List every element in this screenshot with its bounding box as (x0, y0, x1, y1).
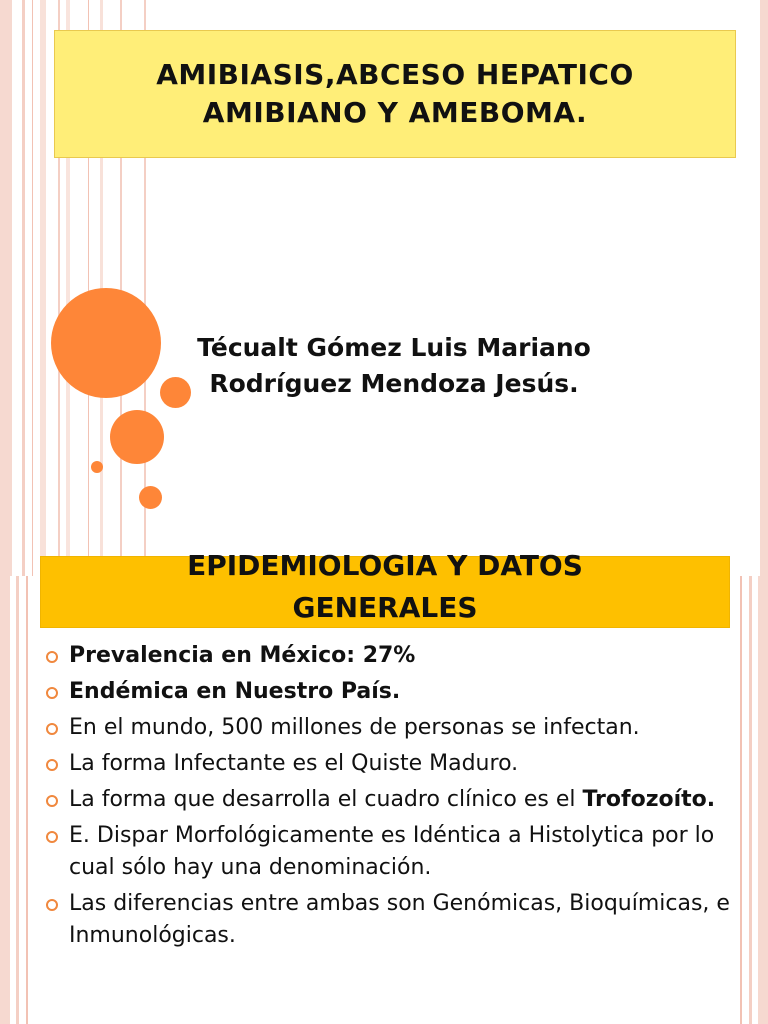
decorative-circle-large (51, 288, 161, 398)
list-item (46, 712, 736, 744)
bullet-text: Endémica en Nuestro País. (69, 679, 401, 704)
list-item (46, 820, 736, 884)
bullet-text: La forma Infectante es el Quiste Maduro. (69, 751, 519, 776)
authors-block (160, 330, 628, 402)
author-1: Técualt Gómez Luis Mariano (197, 333, 591, 362)
bullet-circle-icon (46, 759, 58, 771)
list-item (46, 784, 736, 816)
decorative-stripes-right (734, 576, 768, 1024)
bullet-circle-icon (46, 723, 58, 735)
author-2: Rodríguez Mendoza Jesús. (209, 369, 579, 398)
list-item (46, 748, 736, 780)
bullet-text: E. Dispar Morfológicamente es Idéntica a Histolytica por lo cual sólo hay una denominación. (69, 823, 715, 880)
bullet-circle-icon (46, 795, 58, 807)
bullet-circle-icon (46, 687, 58, 699)
bullet-text: En el mundo, 500 millones de personas se infectan. (69, 715, 640, 740)
decorative-circle-tiny (91, 461, 103, 473)
right-border (760, 0, 768, 576)
bullet-circle-icon (46, 899, 58, 911)
header-partial-line: EPIDEMIOLOGIA Y DATOS (187, 549, 583, 582)
section-header (40, 549, 730, 628)
decorative-stripes-left (0, 576, 34, 1024)
bullet-circle-icon (46, 651, 58, 663)
bullet-text: Las diferencias entre ambas son Genómicas, Bioquímicas, e Inmunológicas. (69, 891, 730, 948)
decorative-circle-small (139, 486, 162, 509)
content-slide (0, 549, 768, 1024)
list-item (46, 640, 736, 672)
bullet-circle-icon (46, 831, 58, 843)
title-box (54, 30, 736, 158)
bullet-bold-text: Trofozoíto. (582, 787, 716, 812)
bullet-text: La forma que desarrolla el cuadro clínico es el (69, 787, 583, 812)
list-item (46, 888, 736, 952)
bullet-text: Prevalencia en México: 27% (69, 643, 416, 668)
bullet-list (46, 640, 736, 956)
header-title: GENERALES (292, 591, 478, 624)
list-item (46, 676, 736, 708)
slide-title: AMIBIASIS,ABCESO HEPATICO AMIBIANO Y AMEBOMA. (156, 58, 634, 129)
decorative-circle-medium (110, 410, 164, 464)
